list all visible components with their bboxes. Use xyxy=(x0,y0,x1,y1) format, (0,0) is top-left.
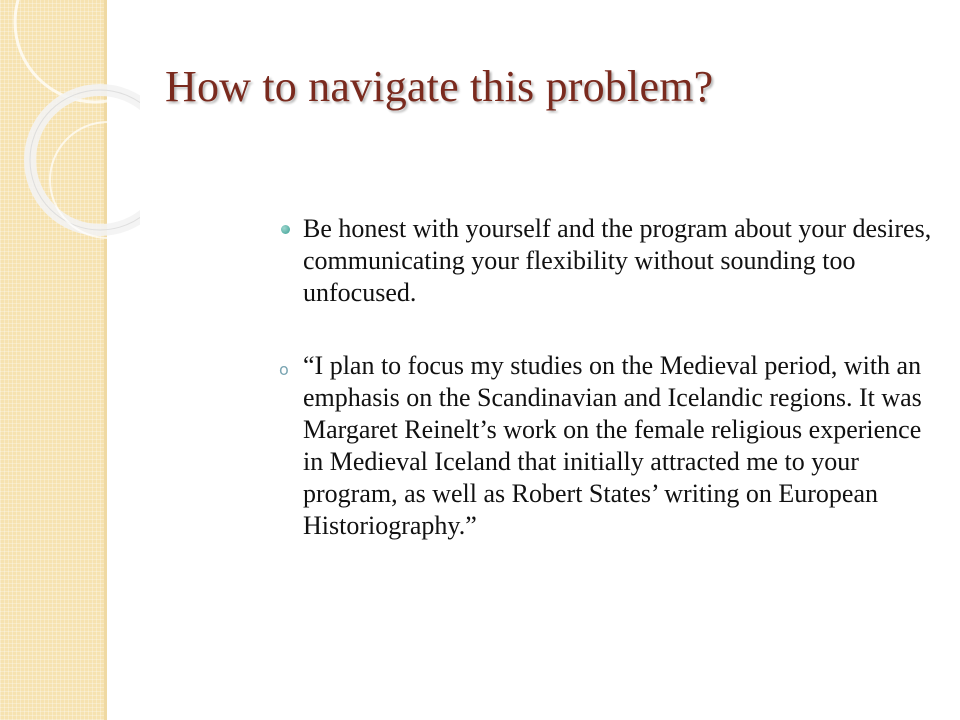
filled-dot-bullet-icon xyxy=(281,225,290,234)
bullet-list xyxy=(279,213,943,583)
bullet-text-2: “I plan to focus my studies on the Medieval period, with an emphasis on the Scandinavian and Icelandic regions. It was Margaret Reinelt’s work on the female religious experience in Medieval Iceland that initially attracted me to your program, as well as Robert States’ writing on European Historiography.” xyxy=(303,351,922,540)
slide-title: How to navigate this problem? xyxy=(165,62,714,111)
bullet-item-2 xyxy=(279,350,943,542)
decorative-rings xyxy=(0,0,140,260)
bullet-item-1 xyxy=(303,213,943,309)
bullet-text-1: Be honest with yourself and the program about your desires, communicating your flexibility without sounding too unfocused. xyxy=(303,214,932,307)
hollow-o-bullet-icon: o xyxy=(279,360,289,379)
